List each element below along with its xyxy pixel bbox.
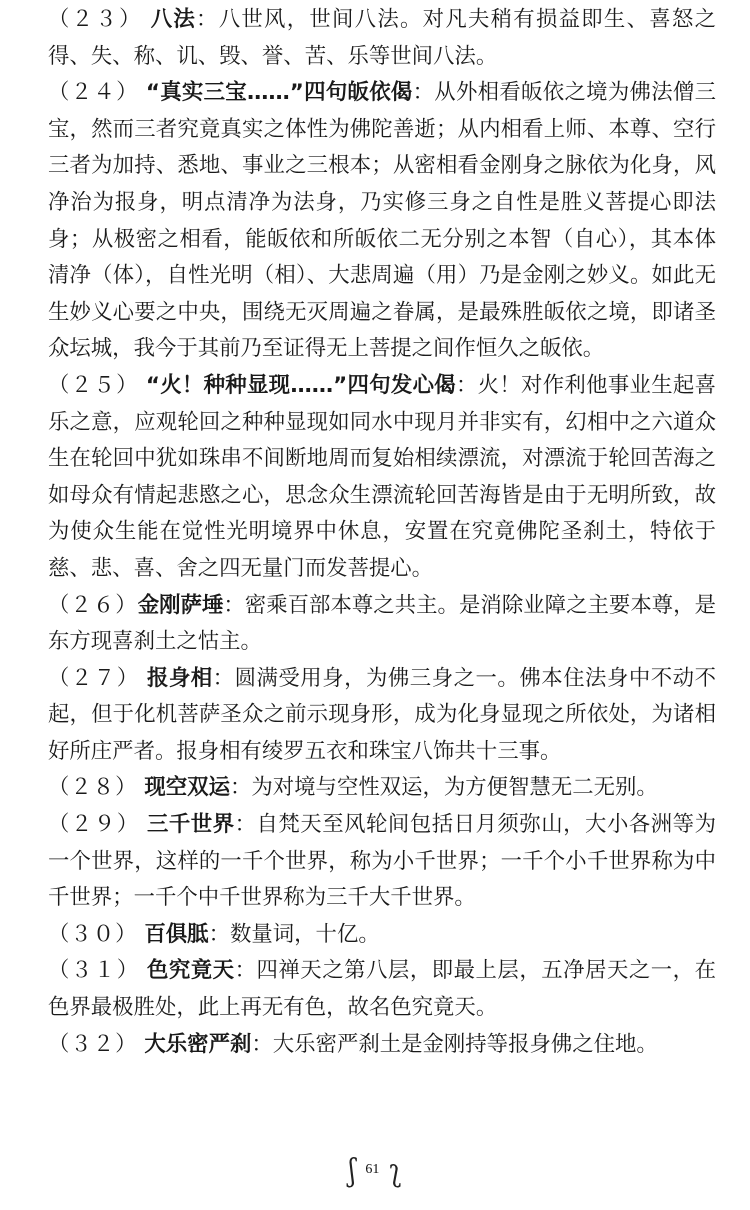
entry-colon: ： xyxy=(234,958,257,984)
entry-text: 从外相看皈依之境为佛法僧三宝，然而三者究竟真实之体性为佛陀善逝；从内相看上师、本尊、空行三者为加持、悉地、事业之三根本；从密相看金刚身之脉依为化身，风净治为报身，明点清净为法身，乃实修三身之自性是胜义菩提心即法身；从极密之相看，能皈依和所皈依二无分别之本智（自心），其本体清净（体），自性光明（相）、大悲周遍（用）乃是金刚之妙义。如此无生妙义心要之中央，围绕无灭周遍之眷属，是最殊胜皈依之境，即诸圣众坛城，我今于其前乃至证得无上菩提之间作恒久之皈依。 xyxy=(48,80,716,362)
entry-colon: ： xyxy=(251,1031,273,1057)
entry-text: 四禅天之第八层，即最上层，五净居天之一，在色界最极胜处，此上再无有色，故名色究竟天。 xyxy=(48,958,716,1021)
entry-term: 金刚萨埵 xyxy=(137,592,224,618)
entry-term: 大乐密严刹 xyxy=(144,1031,252,1057)
entry-number: （３２） xyxy=(48,1031,138,1057)
entry-term: 色究竟天 xyxy=(146,958,235,984)
entry-term: “真实三宝……”四句皈依偈 xyxy=(145,80,413,106)
entry-colon: ： xyxy=(196,7,219,32)
glossary-entry-24 xyxy=(48,75,716,368)
entry-term: 三千世界 xyxy=(146,812,235,838)
entry-text: 为对境与空性双运，为方便智慧无二无别。 xyxy=(251,775,658,801)
entry-colon: ： xyxy=(212,665,235,691)
entry-number: （３１） xyxy=(48,958,140,984)
entry-text: 大乐密严刹土是金刚持等报身佛之住地。 xyxy=(272,1031,658,1057)
glossary-entry-28 xyxy=(48,770,716,807)
entry-term: 八法 xyxy=(150,7,197,32)
entry-number: （２７） xyxy=(48,665,140,691)
entry-text: 自梵天至风轮间包括日月须弥山，大小各洲等为一个世界，这样的一千个世界，称为小千世界；一千个小千世界称为中千世界；一千个中千世界称为三千大千世界。 xyxy=(48,812,716,911)
entry-term: 现空双运 xyxy=(144,775,230,801)
entry-colon: ： xyxy=(208,921,230,947)
entry-number: （２４） xyxy=(48,80,139,106)
glossary-entry-30 xyxy=(48,917,716,954)
entry-number: （２６） xyxy=(48,592,138,618)
glossary-entry-32 xyxy=(48,1027,716,1064)
document-body xyxy=(48,2,716,1063)
entry-number: （２８） xyxy=(48,775,138,801)
glossary-entry-29 xyxy=(48,807,716,917)
entry-text: 火！对作利他事业生起喜乐之意，应观轮回之种种显现如同水中现月并非实有，幻相中之六道众生在轮回中犹如珠串不间断地周而复始相续漂流，对漂流于轮回苦海之如母众有情起悲愍之心，思念众生漂流轮回苦海皆是由于无明所致，故为使众生能在觉性光明境界中休息，安置在究竟佛陀圣刹土，特依于慈、悲、喜、舍之四无量门而发菩提心。 xyxy=(48,372,716,581)
entry-number: （２３） xyxy=(48,7,143,32)
entry-text: 密乘百部本尊之共主。是消除业障之主要本尊，是东方现喜刹土之怙主。 xyxy=(48,592,716,655)
entry-colon: ： xyxy=(229,775,252,801)
entry-colon: ： xyxy=(234,812,257,838)
glossary-entry-23 xyxy=(48,2,716,75)
entry-text: 圆满受用身，为佛三身之一。佛本住法身中不动不起，但于化机菩萨圣众之前示现身形，成为化身显现之所依处，为诸相好所庄严者。报身相有绫罗五衣和珠宝八饰共十三事。 xyxy=(48,665,716,764)
entry-text: 数量词，十亿。 xyxy=(229,921,380,947)
glossary-entry-25 xyxy=(48,368,716,588)
entry-text: 八世风，世间八法。对凡夫稍有损益即生、喜怒之得、失、称、讥、毁、誉、苦、乐等世间八法。 xyxy=(48,7,716,69)
entry-number: （２５） xyxy=(48,372,139,398)
page-number-right-ornament: ʅ xyxy=(389,1151,402,1189)
page-number-left-ornament: ʃ xyxy=(348,1151,356,1189)
page-number: 61 xyxy=(365,1162,380,1177)
glossary-entry-26 xyxy=(48,588,716,661)
glossary-entry-31 xyxy=(48,953,716,1026)
page-footer xyxy=(0,1150,750,1190)
entry-term: 百俱胝 xyxy=(144,921,209,947)
entry-term: “火！种种显现……”四句发心偈 xyxy=(145,372,456,398)
entry-number: （２９） xyxy=(48,812,140,838)
entry-number: （３０） xyxy=(48,921,138,947)
glossary-entry-27 xyxy=(48,661,716,771)
entry-colon: ： xyxy=(412,80,435,106)
entry-colon: ： xyxy=(455,372,478,398)
entry-colon: ： xyxy=(223,592,245,618)
entry-term: 报身相 xyxy=(146,665,213,691)
